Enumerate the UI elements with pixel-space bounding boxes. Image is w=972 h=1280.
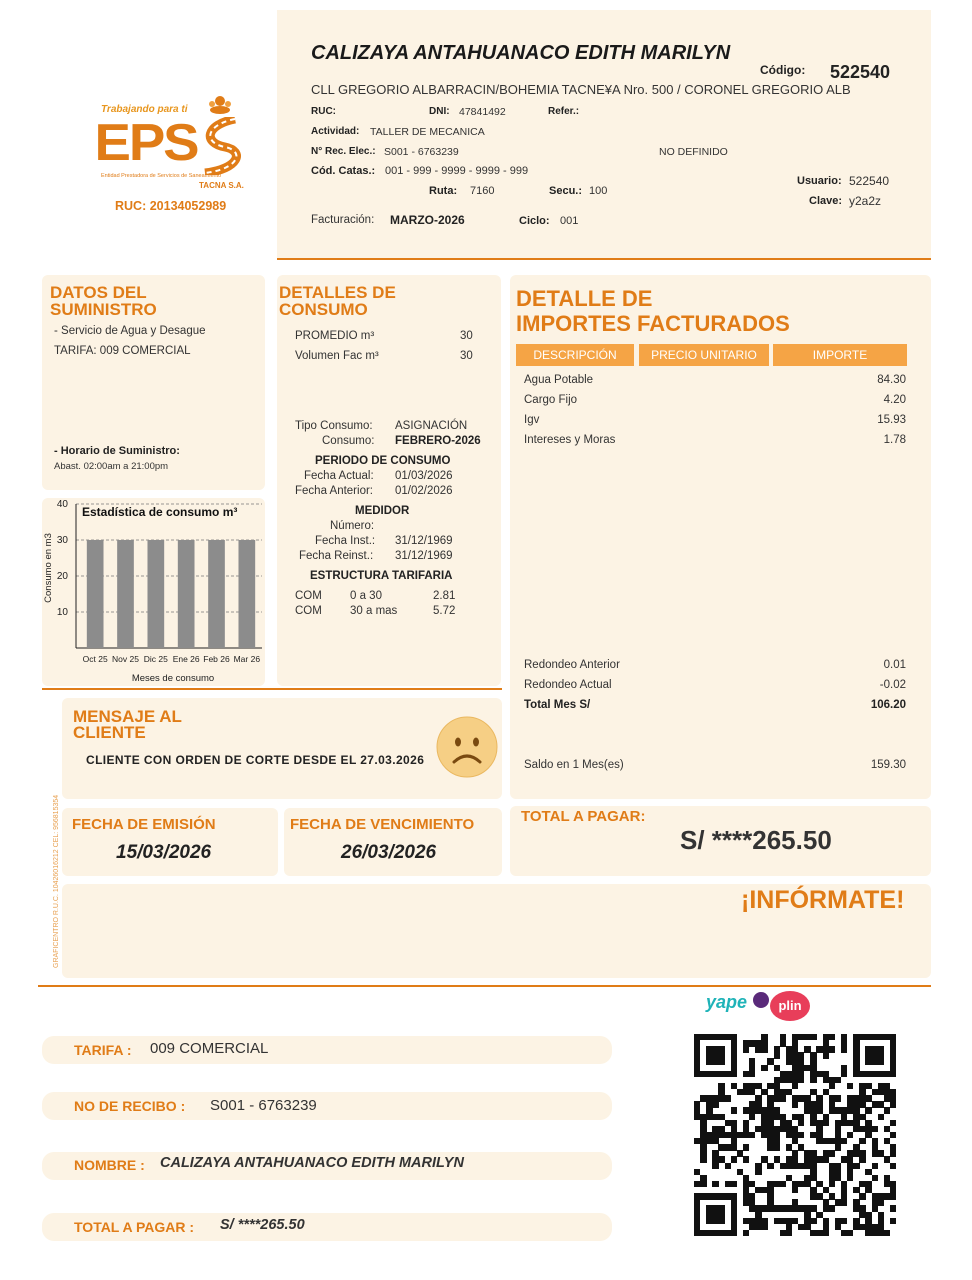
qr-module — [792, 1101, 798, 1107]
qr-module — [829, 1150, 835, 1156]
qr-module — [743, 1144, 749, 1150]
facturacion-value: MARZO-2026 — [390, 213, 465, 227]
ciclo-label: Ciclo: — [519, 215, 550, 227]
customer-name: CALIZAYA ANTAHUANACO EDITH MARILYN — [311, 42, 731, 64]
qr-module — [847, 1230, 853, 1236]
activity-label: Actividad: — [311, 126, 360, 137]
chart-y-tick-label: 30 — [56, 535, 68, 546]
qr-module — [712, 1101, 718, 1107]
qr-module — [890, 1205, 896, 1211]
qr-module — [890, 1120, 896, 1126]
consumo-chart — [42, 498, 265, 686]
qr-module — [786, 1230, 792, 1236]
item-4-desc: Intereses y Moras — [524, 434, 616, 446]
item-1-desc: Agua Potable — [524, 374, 594, 386]
refer-label: Refer.: — [548, 106, 580, 117]
qr-module — [792, 1187, 798, 1193]
address: CLL GREGORIO ALBARRACIN/BOHEMIA TACNE¥A Nro. 500 / CORONEL GREGORIO ALB — [311, 82, 851, 97]
chart-y-tick-label: 40 — [56, 499, 68, 510]
footer-tarifa-label: TARIFA : — [74, 1042, 132, 1058]
qr-module — [774, 1144, 780, 1150]
volumen-label: Volumen Fac m³ — [295, 350, 379, 362]
secu-value: 100 — [589, 185, 608, 197]
promedio-label: PROMEDIO m³ — [295, 330, 375, 342]
saldo-value: 159.30 — [870, 759, 906, 771]
qr-module — [884, 1230, 890, 1236]
qr-module — [841, 1199, 847, 1205]
dni-value: 47841492 — [459, 106, 506, 118]
road-swirl-icon — [195, 117, 253, 175]
qr-module — [890, 1218, 896, 1224]
qr-module — [872, 1163, 878, 1169]
fecha-inst-label: Fecha Inst.: — [315, 535, 376, 547]
tarifa-row-1-price: 2.81 — [433, 590, 456, 602]
footer-tarifa-value: 009 COMERCIAL — [150, 1040, 269, 1057]
periodo-title: PERIODO DE CONSUMO — [315, 455, 451, 467]
fecha-reinst-value: 31/12/1969 — [395, 550, 453, 562]
chart-x-tick-label: Dic 25 — [143, 654, 168, 664]
suministro-title-1: DATOS DEL — [50, 283, 147, 302]
code-value: 522540 — [830, 62, 891, 82]
qr-module — [859, 1193, 865, 1199]
chart-x-tick-label: Feb 26 — [203, 654, 230, 664]
fecha-anterior-value: 01/02/2026 — [395, 485, 453, 497]
col-descripcion: DESCRIPCIÓN — [516, 344, 634, 366]
dni-label: DNI: — [429, 106, 450, 117]
item-3-desc: Igv — [524, 414, 540, 426]
chart-x-tick-label: Mar 26 — [233, 654, 261, 664]
qr-module — [731, 1156, 737, 1162]
numero-label: Número: — [330, 520, 375, 532]
footer-nombre-label: NOMBRE : — [74, 1157, 145, 1173]
qr-module — [749, 1132, 755, 1138]
logo-city: TACNA S.A. — [199, 181, 244, 190]
qr-module — [774, 1052, 780, 1058]
qr-module — [841, 1071, 847, 1077]
qr-module — [755, 1169, 761, 1175]
footer-total-label: TOTAL A PAGAR : — [74, 1219, 195, 1235]
consumo-period-value: FEBRERO-2026 — [395, 435, 481, 447]
yape-logo — [706, 992, 769, 1018]
item-3-amount: 15.93 — [877, 414, 906, 426]
total-label: TOTAL A PAGAR: — [521, 808, 646, 825]
qr-module — [823, 1230, 829, 1236]
sad-face-icon — [436, 716, 498, 778]
qr-module — [890, 1101, 896, 1107]
col-importe: IMPORTE — [773, 344, 907, 366]
mensaje-title-1: MENSAJE AL — [73, 707, 182, 726]
item-4-amount: 1.78 — [883, 434, 906, 446]
qr-module — [835, 1077, 841, 1083]
vencimiento-label: FECHA DE VENCIMIENTO — [290, 816, 475, 833]
chart-bar — [238, 540, 255, 648]
chart-title: Estadística de consumo m³ — [82, 505, 238, 519]
fecha-actual-label: Fecha Actual: — [304, 470, 374, 482]
redondeo-anterior-label: Redondeo Anterior — [524, 659, 620, 671]
logo-tagline: Trabajando para ti — [101, 104, 188, 115]
qr-module — [878, 1199, 884, 1205]
tipo-label: Tipo Consumo: — [295, 420, 373, 432]
qr-module — [718, 1058, 724, 1064]
emision-label: FECHA DE EMISIÓN — [72, 816, 216, 833]
qr-module — [749, 1114, 755, 1120]
mensaje-title-2: CLIENTE — [73, 723, 146, 742]
secu-label: Secu.: — [549, 185, 583, 197]
qr-module — [835, 1144, 841, 1150]
qr-module — [865, 1107, 871, 1113]
bottom-divider — [38, 985, 931, 987]
qr-module — [798, 1120, 804, 1126]
qr-module — [829, 1181, 835, 1187]
horario-label: - Horario de Suministro: — [54, 445, 180, 457]
qr-module — [829, 1205, 835, 1211]
qr-module — [700, 1181, 706, 1187]
chart-y-tick-label: 20 — [56, 571, 68, 582]
qr-module — [810, 1034, 816, 1040]
volumen-value: 30 — [460, 350, 473, 362]
code-label: Código: — [760, 63, 806, 77]
footer-total-value: S/ ****265.50 — [220, 1217, 305, 1233]
qr-module — [829, 1034, 835, 1040]
suministro-title-2: SUMINISTRO — [50, 300, 157, 319]
tarifa-row-1-cat: COM — [295, 590, 322, 602]
tipo-value: ASIGNACIÓN — [395, 420, 468, 432]
tarifa-row-2-cat: COM — [295, 605, 322, 617]
catas-value: 001 - 999 - 9999 - 9999 - 999 — [385, 165, 529, 177]
qr-module — [761, 1224, 767, 1230]
ruc-label: RUC: — [311, 106, 336, 117]
qr-module — [743, 1046, 749, 1052]
facturacion-label: Facturación: — [311, 214, 375, 226]
tarifa-row-2-range: 30 a mas — [350, 605, 398, 617]
qr-module — [890, 1071, 896, 1077]
qr-module — [731, 1230, 737, 1236]
header-divider — [277, 258, 931, 260]
qr-module — [872, 1175, 878, 1181]
qr-module — [823, 1120, 829, 1126]
total-mes-label: Total Mes S/ — [524, 699, 591, 711]
chart-x-tick-label: Ene 26 — [172, 654, 200, 664]
qr-module — [841, 1138, 847, 1144]
ruta-label: Ruta: — [429, 185, 458, 197]
qr-module — [725, 1095, 731, 1101]
promedio-value: 30 — [460, 330, 473, 342]
plin-text: plin — [778, 998, 802, 1013]
logo-letters: EPS — [94, 114, 198, 172]
chart-x-axis-label: Meses de consumo — [131, 673, 215, 684]
rec-elec-label: N° Rec. Elec.: — [311, 146, 376, 157]
qr-module — [810, 1218, 816, 1224]
fecha-actual-value: 01/03/2026 — [395, 470, 453, 482]
qr-module — [749, 1071, 755, 1077]
qr-module — [847, 1175, 853, 1181]
chart-bar — [208, 540, 225, 648]
ciclo-value: 001 — [560, 215, 579, 227]
qr-module — [859, 1138, 865, 1144]
qr-module — [792, 1083, 798, 1089]
qr-module — [780, 1095, 786, 1101]
consumo-period-label: Consumo: — [322, 435, 375, 447]
chart-y-tick-label: 10 — [56, 607, 68, 618]
qr-module — [731, 1071, 737, 1077]
importes-title-1: DETALLE DE — [516, 286, 653, 311]
plin-logo — [770, 991, 810, 1021]
saldo-label: Saldo en 1 Mes(es) — [524, 759, 624, 771]
qr-module — [859, 1156, 865, 1162]
yape-text: yape — [706, 992, 748, 1012]
ruta-value: 7160 — [470, 185, 495, 197]
importes-title-2: IMPORTES FACTURADOS — [516, 311, 790, 336]
qr-module — [890, 1150, 896, 1156]
chart-bar — [178, 540, 195, 648]
chart-x-tick-label: Oct 25 — [82, 654, 108, 664]
qr-module — [731, 1107, 737, 1113]
footer-nombre-value: CALIZAYA ANTAHUANACO EDITH MARILYN — [160, 1155, 464, 1171]
qr-module — [767, 1163, 773, 1169]
qr-module — [718, 1218, 724, 1224]
qr-module — [890, 1132, 896, 1138]
qr-module — [890, 1193, 896, 1199]
redondeo-anterior-value: 0.01 — [883, 659, 906, 671]
rec-elec-value: S001 - 6763239 — [384, 146, 459, 158]
item-2-amount: 4.20 — [883, 394, 906, 406]
col-precio-unitario: PRECIO UNITARIO — [639, 344, 769, 366]
water-drop-icon — [205, 95, 235, 117]
qr-module — [761, 1046, 767, 1052]
clave-value: y2a2z — [849, 194, 882, 208]
horario-value: Abast. 02:00am a 21:00pm — [54, 461, 169, 472]
qr-module — [841, 1046, 847, 1052]
chart-x-tick-label: Nov 25 — [112, 654, 139, 664]
consumo-title-2: CONSUMO — [279, 300, 368, 319]
suministro-tarifa: TARIFA: 009 COMERCIAL — [54, 345, 191, 357]
total-mes-value: 106.20 — [870, 699, 906, 711]
qr-module — [761, 1065, 767, 1071]
item-1-amount: 84.30 — [877, 374, 906, 386]
qr-module — [712, 1163, 718, 1169]
footer-recibo-value: S001 - 6763239 — [210, 1097, 317, 1114]
emision-value: 15/03/2026 — [116, 842, 212, 863]
qr-module — [878, 1114, 884, 1120]
chart-bar — [87, 540, 104, 648]
qr-module — [835, 1095, 841, 1101]
qr-module — [743, 1156, 749, 1162]
qr-module — [829, 1083, 835, 1089]
qr-module — [780, 1181, 786, 1187]
fecha-anterior-label: Fecha Anterior: — [295, 485, 373, 497]
qr-module — [823, 1052, 829, 1058]
footer-recibo-label: NO DE RECIBO : — [74, 1098, 186, 1114]
qr-module — [810, 1077, 816, 1083]
usuario-value: 522540 — [849, 174, 890, 188]
total-value: S/ ****265.50 — [680, 825, 832, 855]
catas-label: Cód. Catas.: — [311, 165, 376, 177]
fecha-inst-value: 31/12/1969 — [395, 535, 453, 547]
qr-module — [853, 1163, 859, 1169]
payment-qr-code — [694, 1034, 896, 1236]
qr-module — [872, 1126, 878, 1132]
qr-module — [847, 1083, 853, 1089]
vencimiento-value: 26/03/2026 — [341, 842, 437, 863]
no-definido: NO DEFINIDO — [659, 146, 728, 158]
qr-module — [847, 1132, 853, 1138]
mensaje-text: CLIENTE CON ORDEN DE CORTE DESDE EL 27.03.2026 — [86, 753, 425, 767]
usuario-label: Usuario: — [797, 175, 842, 187]
qr-module — [841, 1218, 847, 1224]
yape-badge-icon — [753, 992, 769, 1008]
side-printer-text: GRAFICENTRO R.U.C. 10426016212 CEL: 956815354 — [53, 794, 60, 968]
tarifa-row-1-range: 0 a 30 — [350, 590, 382, 602]
qr-module — [743, 1230, 749, 1236]
qr-module — [798, 1077, 804, 1083]
qr-module — [890, 1163, 896, 1169]
qr-module — [700, 1156, 706, 1162]
qr-module — [798, 1132, 804, 1138]
chart-bar — [117, 540, 134, 648]
estructura-title: ESTRUCTURA TARIFARIA — [310, 570, 453, 582]
tarifa-row-2-price: 5.72 — [433, 605, 456, 617]
clave-label: Clave: — [809, 195, 843, 207]
qr-module — [712, 1181, 718, 1187]
qr-module — [829, 1046, 835, 1052]
item-2-desc: Cargo Fijo — [524, 394, 578, 406]
chart-y-axis-label: Consumo en m3 — [43, 533, 54, 603]
consumo-title-1: DETALLES DE — [279, 283, 396, 302]
qr-module — [884, 1107, 890, 1113]
mid-divider — [42, 688, 502, 690]
redondeo-actual-value: -0.02 — [879, 679, 906, 691]
qr-module — [878, 1058, 884, 1064]
qr-module — [731, 1181, 737, 1187]
medidor-title: MEDIDOR — [355, 505, 410, 517]
redondeo-actual-label: Redondeo Actual — [524, 679, 612, 691]
logo-ruc: RUC: 20134052989 — [115, 199, 227, 213]
chart-bar — [147, 540, 164, 648]
qr-module — [725, 1163, 731, 1169]
informate-title: ¡INFÓRMATE! — [741, 886, 905, 914]
logo-subtitle: Entidad Prestadora de Servicios de Saneamiento — [101, 173, 222, 179]
suministro-service: - Servicio de Agua y Desague — [54, 325, 206, 337]
company-logo — [95, 95, 260, 220]
activity-value: TALLER DE MECANICA — [370, 126, 485, 138]
fecha-reinst-label: Fecha Reinst.: — [299, 550, 374, 562]
